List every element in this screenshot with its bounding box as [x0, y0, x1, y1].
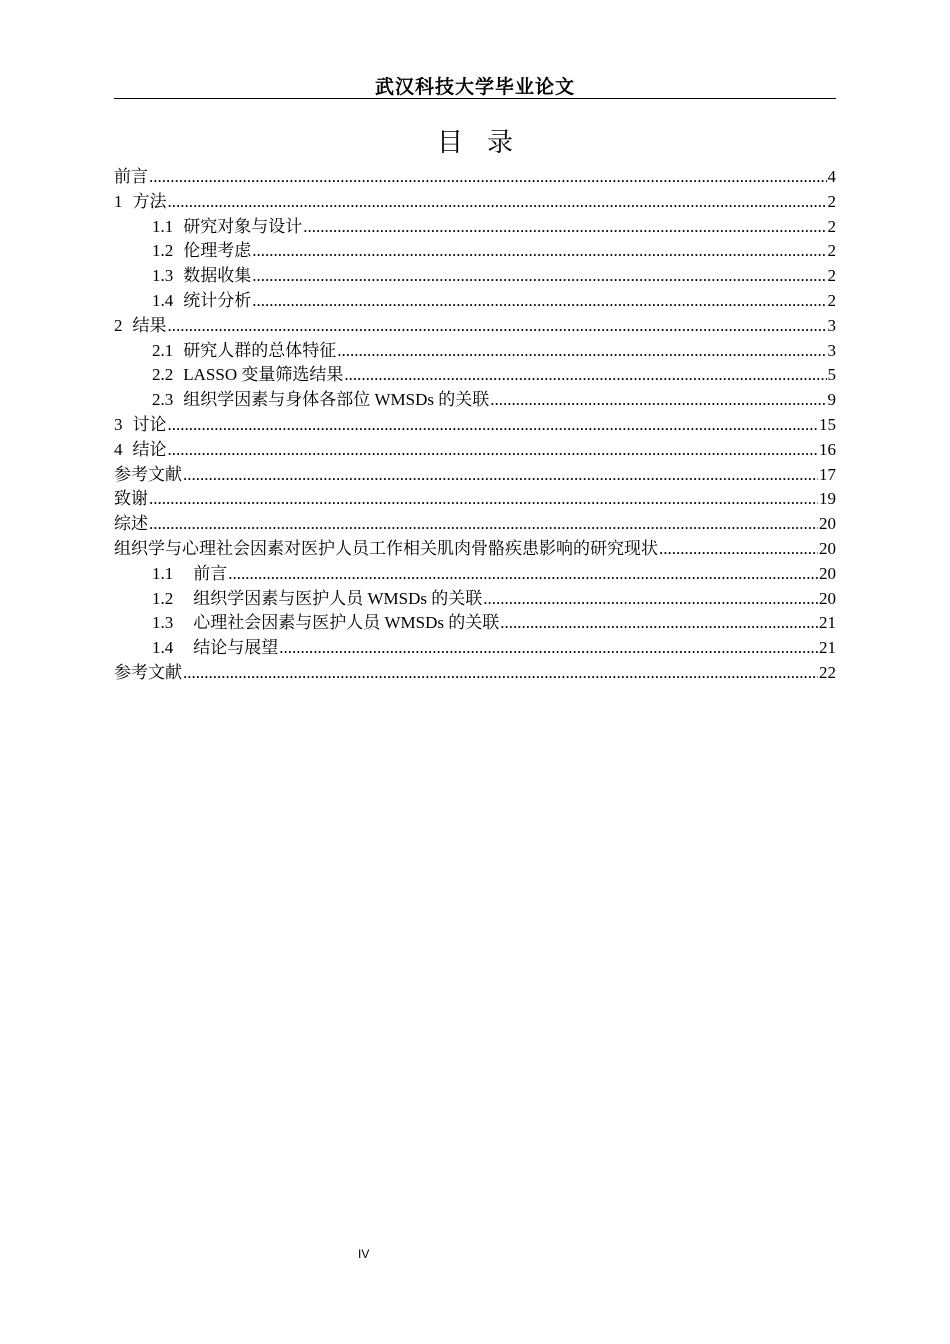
toc-entry-number: 2.1 [152, 340, 174, 360]
toc-leader-dots [303, 215, 826, 240]
toc-entry[interactable] [114, 587, 836, 612]
toc-entry-label: 前言 [193, 563, 228, 583]
toc-entry[interactable] [114, 388, 836, 413]
toc-leader-dots [168, 413, 819, 438]
toc-entry-page: 19 [819, 489, 836, 509]
toc-entry-label: 结果 [132, 315, 167, 335]
toc-entry-number: 1.1 [152, 563, 174, 583]
toc-entry-label: LASSO 变量筛选结果 [183, 365, 344, 385]
toc-entry-page: 20 [819, 588, 836, 608]
toc-entry-page: 20 [819, 538, 836, 558]
toc-entry[interactable] [114, 537, 836, 562]
toc-entry-label: 参考文献 [114, 662, 182, 682]
toc-entry-label: 参考文献 [114, 464, 182, 484]
toc-entry-number: 4 [114, 439, 123, 459]
toc-entry-number: 1.2 [152, 241, 174, 261]
toc-entry-label: 综述 [114, 514, 148, 534]
toc-entry-page: 2 [827, 266, 836, 286]
table-of-contents [114, 165, 836, 686]
toc-leader-dots [252, 264, 826, 289]
toc-entry[interactable] [114, 562, 836, 587]
toc-leader-dots [252, 239, 826, 264]
toc-leader-dots [149, 512, 818, 537]
toc-entry-page: 20 [819, 563, 836, 583]
header-rule [114, 98, 836, 99]
toc-leader-dots [483, 587, 818, 612]
toc-title: 目录 [436, 128, 537, 158]
toc-entry-label: 研究对象与设计 [183, 216, 303, 236]
toc-entry[interactable] [114, 438, 836, 463]
toc-entry-page: 20 [819, 514, 836, 534]
toc-entry-number: 1.2 [152, 588, 174, 608]
toc-entry[interactable] [114, 636, 836, 661]
toc-leader-dots [500, 611, 818, 636]
toc-entry-page: 2 [827, 191, 836, 211]
toc-entry-label: 结论 [132, 439, 167, 459]
toc-entry-number: 1.4 [152, 638, 174, 658]
toc-entry-number: 2 [114, 315, 123, 335]
toc-entry-page: 17 [819, 464, 836, 484]
toc-entry-label: 组织学与心理社会因素对医护人员工作相关肌肉骨骼疾患影响的研究现状 [114, 538, 658, 558]
toc-leader-dots [344, 363, 826, 388]
toc-entry[interactable] [114, 264, 836, 289]
toc-entry-label: 方法 [132, 191, 167, 211]
toc-entry-number: 1 [114, 191, 123, 211]
toc-entry-label: 研究人群的总体特征 [183, 340, 337, 360]
toc-entry-number: 1.4 [152, 290, 174, 310]
toc-leader-dots [228, 562, 818, 587]
toc-entry-label: 数据收集 [183, 266, 252, 286]
toc-entry[interactable] [114, 190, 836, 215]
toc-leader-dots [337, 339, 826, 364]
toc-entry-page: 4 [827, 167, 836, 186]
toc-leader-dots [279, 636, 818, 661]
toc-entry-page: 22 [819, 662, 836, 682]
toc-leader-dots [168, 190, 827, 215]
toc-entry-number: 1.1 [152, 216, 174, 236]
toc-entry-label: 结论与展望 [193, 638, 279, 658]
toc-entry-page: 2 [827, 290, 836, 310]
toc-leader-dots [168, 314, 827, 339]
toc-entry-number: 2.3 [152, 390, 174, 410]
toc-entry[interactable] [114, 512, 836, 537]
toc-entry-number: 2.2 [152, 365, 174, 385]
toc-entry[interactable] [114, 314, 836, 339]
toc-entry[interactable] [114, 463, 836, 488]
toc-entry[interactable] [114, 611, 836, 636]
toc-entry[interactable] [114, 289, 836, 314]
toc-entry-page: 2 [827, 241, 836, 261]
toc-entry-number: 1.3 [152, 613, 174, 633]
toc-entry-label: 组织学因素与医护人员 WMSDs 的关联 [193, 588, 483, 608]
running-header: 武汉科技大学毕业论文 [374, 76, 575, 98]
toc-entry-page: 3 [827, 340, 836, 360]
toc-entry-page: 5 [827, 365, 836, 385]
toc-entry-number: 3 [114, 414, 123, 434]
toc-entry[interactable] [114, 215, 836, 240]
toc-entry-number: 1.3 [152, 266, 174, 286]
toc-entry-page: 2 [827, 216, 836, 236]
toc-entry-page: 15 [819, 414, 836, 434]
toc-entry-label: 伦理考虑 [183, 241, 252, 261]
toc-leader-dots [183, 661, 818, 686]
toc-leader-dots [659, 537, 818, 562]
toc-leader-dots [252, 289, 826, 314]
toc-entry-page: 16 [819, 439, 836, 459]
toc-entry[interactable] [114, 487, 836, 512]
toc-entry-page: 9 [827, 390, 836, 410]
toc-entry-page: 21 [819, 638, 836, 658]
toc-entry-label: 前言 [114, 167, 148, 186]
page-number: IV [358, 1247, 370, 1261]
toc-entry-page: 3 [827, 315, 836, 335]
toc-entry-label: 统计分析 [183, 290, 252, 310]
toc-leader-dots [168, 438, 819, 463]
toc-entry[interactable] [114, 661, 836, 686]
toc-entry-label: 讨论 [132, 414, 167, 434]
toc-entry-label: 致谢 [114, 489, 148, 509]
toc-leader-dots [149, 165, 827, 190]
toc-entry[interactable] [114, 339, 836, 364]
toc-entry[interactable] [114, 165, 836, 190]
toc-entry-label: 心理社会因素与医护人员 WMSDs 的关联 [193, 613, 500, 633]
toc-entry[interactable] [114, 239, 836, 264]
toc-entry[interactable] [114, 413, 836, 438]
toc-leader-dots [149, 487, 818, 512]
toc-leader-dots [490, 388, 826, 413]
toc-entry-page: 21 [819, 613, 836, 633]
toc-leader-dots [183, 463, 818, 488]
toc-entry-label: 组织学因素与身体各部位 WMSDs 的关联 [183, 390, 490, 410]
toc-entry[interactable] [114, 363, 836, 388]
